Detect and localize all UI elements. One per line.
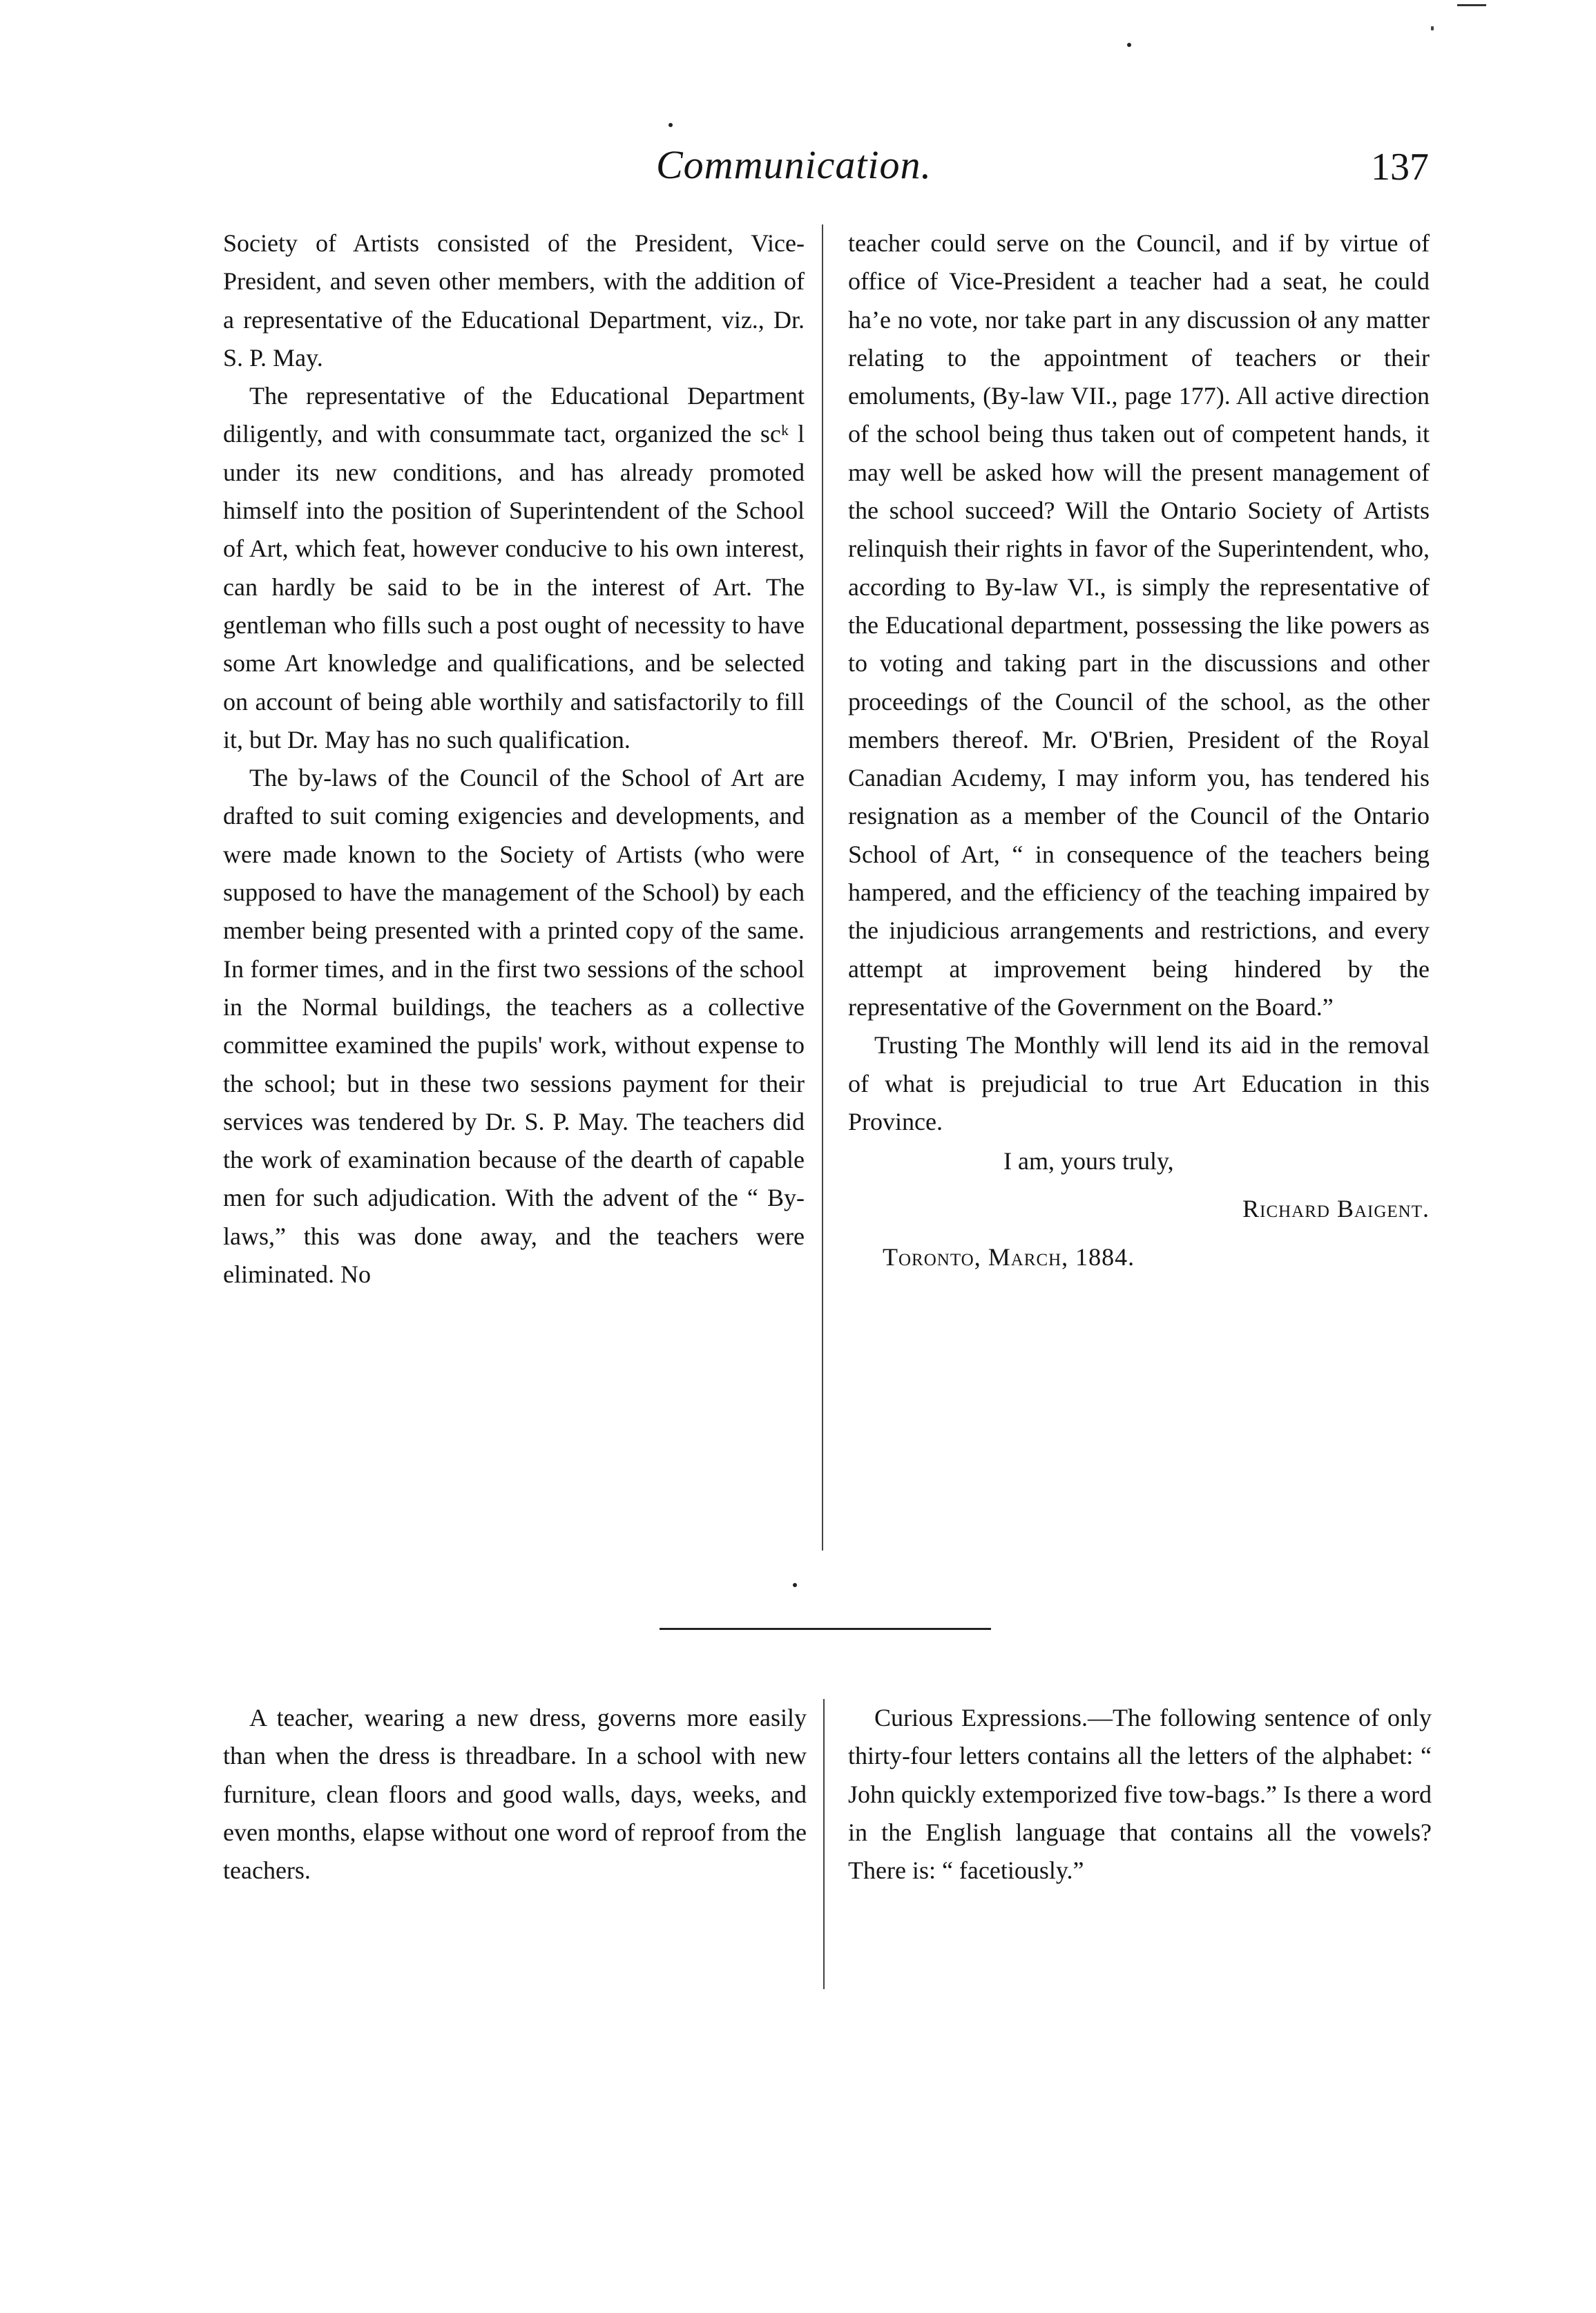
letter-right-column: [848, 224, 1430, 1276]
note-paragraph: Curious Expressions.—The following sentence of only thirty-four letters contains all the letters of the alphabet: “ John quickly extemporized five tow-bags.” Is there a word in the English language that contains all the vowels? There is: “ facetiously.”: [848, 1704, 1432, 1885]
scan-speck: [1431, 26, 1434, 30]
letter-left-column: [223, 224, 805, 1294]
paragraph: The by-laws of the Council of the School of Art are drafted to suit coming exigencies and developments, and were made known to the Society of Artists (who were supposed to have the management of the School) by each member being presented with a printed copy of the same. In former times, and in the first two sessions of the school in the Normal buildings, the teachers as a collective committee examined the pupils' work, without expense to the school; but in these two sessions payment for their services was tendered by Dr. S. P. May. The teachers did the work of examination because of the dearth of capable men for such adjudication. With the advent of the “ By-laws,” this was done away, and the teachers were eliminated. No: [223, 764, 805, 1289]
paragraph: The representative of the Educational Department diligently, and with consummate tact, organized the scᵏ l under its new conditions, and has already promoted himself into the position of Superintendent of the School of Art, which feat, however conducive to his own interest, can hardly be said to be in the interest of Art. The gentleman who fills such a post ought of necessity to have some Art knowledge and qualifications, and be selected on account of being able worthily and satisfactorily to fill it, but Dr. May has no such qualification.: [223, 382, 805, 754]
scan-mark: [1457, 4, 1486, 6]
page-number: 137: [1371, 146, 1429, 189]
scan-speck: [1127, 43, 1131, 47]
note-left: [223, 1699, 807, 1890]
closing-paragraph: Trusting The Monthly will lend its aid in the removal of what is prejudicial to true Art Education in this Province.: [848, 1031, 1430, 1135]
note-paragraph: A teacher, wearing a new dress, governs more easily than when the dress is threadbare. In a school with new furniture, clean floors and good walls, days, weeks, and even months, elapse without one word of reproof from the teachers.: [223, 1704, 807, 1885]
column-divider: [823, 1699, 825, 1989]
running-head: Communication.: [656, 142, 932, 187]
section-divider: [660, 1628, 991, 1630]
scan-speck: [793, 1583, 797, 1587]
paragraph: Society of Artists consisted of the President, Vice-President, and seven other members, with the addition of a representative of the Educational Department, viz., Dr. S. P. May.: [223, 229, 805, 372]
paragraph: teacher could serve on the Council, and if by virtue of office of Vice-President a teacher had a seat, he could ha’e no vote, nor take part in any discussion oł any matter relating to the appointment of teachers or their emoluments, (By-law VII., page 177). All active direction of the school being thus taken out of competent hands, it may well be asked how will the present management of the school succeed? Will the Ontario Society of Artists relinquish their rights in favor of the Superintendent, who, according to By-law VI., is simply the representative of the Educational department, possessing the like powers as to voting and taking part in the discussions and other proceedings of the Council of the school, as the other members thereof. Mr. O'Brien, President of the Royal Canadian Acıdemy, I may inform you, has tendered his resignation as a member of the Council of the Ontario School of Art, “ in consequence of the teachers being hampered, and the efficiency of the teaching impaired by the injudicious arrangements and restrictions, and every attempt at improvement being hindered by the representative of the Government on the Board.”: [848, 229, 1430, 1021]
letter-closing: I am, yours truly,: [1003, 1147, 1174, 1175]
place-date: Toronto, March, 1884.: [883, 1242, 1135, 1271]
note-right: [848, 1699, 1432, 1890]
scan-speck: [669, 123, 673, 127]
signature: Richard Baigent.: [1242, 1195, 1430, 1223]
column-divider: [822, 224, 823, 1551]
